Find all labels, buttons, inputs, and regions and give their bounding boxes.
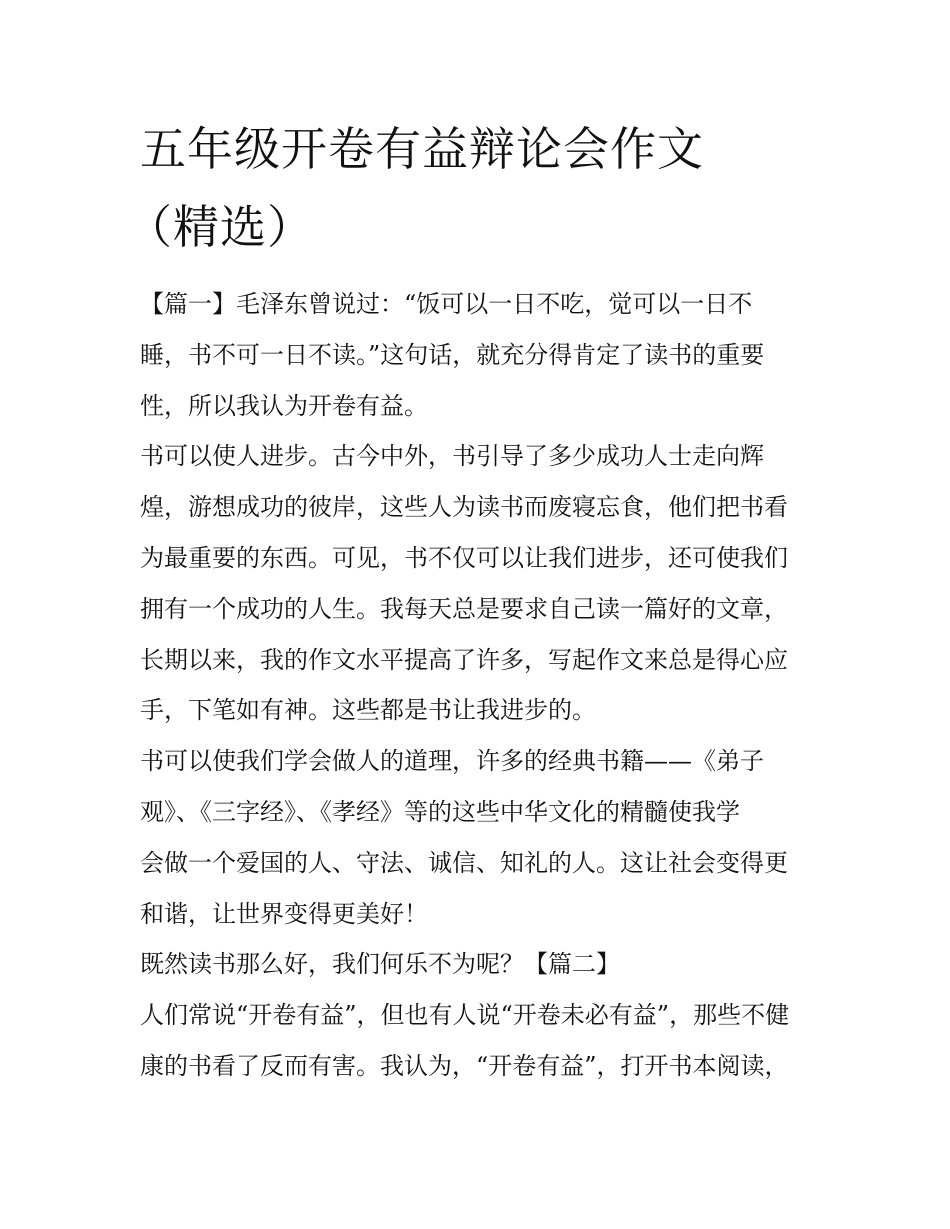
text-line: 人们常说“开卷有益”，但也有人说“开卷未必有益”，那些不健 bbox=[140, 1001, 790, 1030]
text-line: 长期以来，我的作文水平提高了许多，写起作文来总是得心应 bbox=[140, 645, 788, 674]
title-line: 五年级开卷有益辩论会作文 bbox=[140, 122, 704, 176]
text-line: 观》、《三字经》、《孝经》等的这些中华文化的精髓使我学 bbox=[140, 797, 740, 826]
text-line: 睡，书不可一日不读。”这句话，就充分得肯定了读书的重要 bbox=[140, 340, 765, 369]
text-line: 性，所以我认为开卷有益。 bbox=[140, 391, 428, 420]
text-line: 拥有一个成功的人生。我每天总是要求自己读一篇好的文章， bbox=[140, 594, 788, 623]
text-line: 既然读书那么好，我们何乐不为呢？【篇二】 bbox=[140, 950, 620, 979]
document-title bbox=[126, 110, 830, 266]
text-line: 和谐，让世界变得更美好！ bbox=[140, 899, 428, 928]
text-line: 为最重要的东西。可见，书不仅可以让我们进步，还可使我们 bbox=[140, 543, 788, 572]
text-line: 书可以使我们学会做人的道理，许多的经典书籍——《弟子 bbox=[140, 747, 764, 776]
text-line: 会做一个爱国的人、守法、诚信、知礼的人。这让社会变得更 bbox=[140, 848, 788, 877]
text-line: 手，下笔如有神。这些都是书让我进步的。 bbox=[140, 696, 596, 725]
text-line: 煌，游想成功的彼岸，这些人为读书而废寝忘食，他们把书看 bbox=[140, 493, 788, 522]
text-line: 【篇一】毛泽东曾说过：“饭可以一日不吃，觉可以一日不 bbox=[140, 290, 753, 318]
text-line: 康的书看了反而有害。我认为，“开卷有益”，打开书本阅读， bbox=[140, 1051, 789, 1080]
title-line: （精选） bbox=[126, 200, 314, 254]
document-body bbox=[140, 279, 820, 1092]
text-line: 书可以使人进步。古今中外，书引导了多少成功人士走向辉 bbox=[140, 442, 764, 471]
